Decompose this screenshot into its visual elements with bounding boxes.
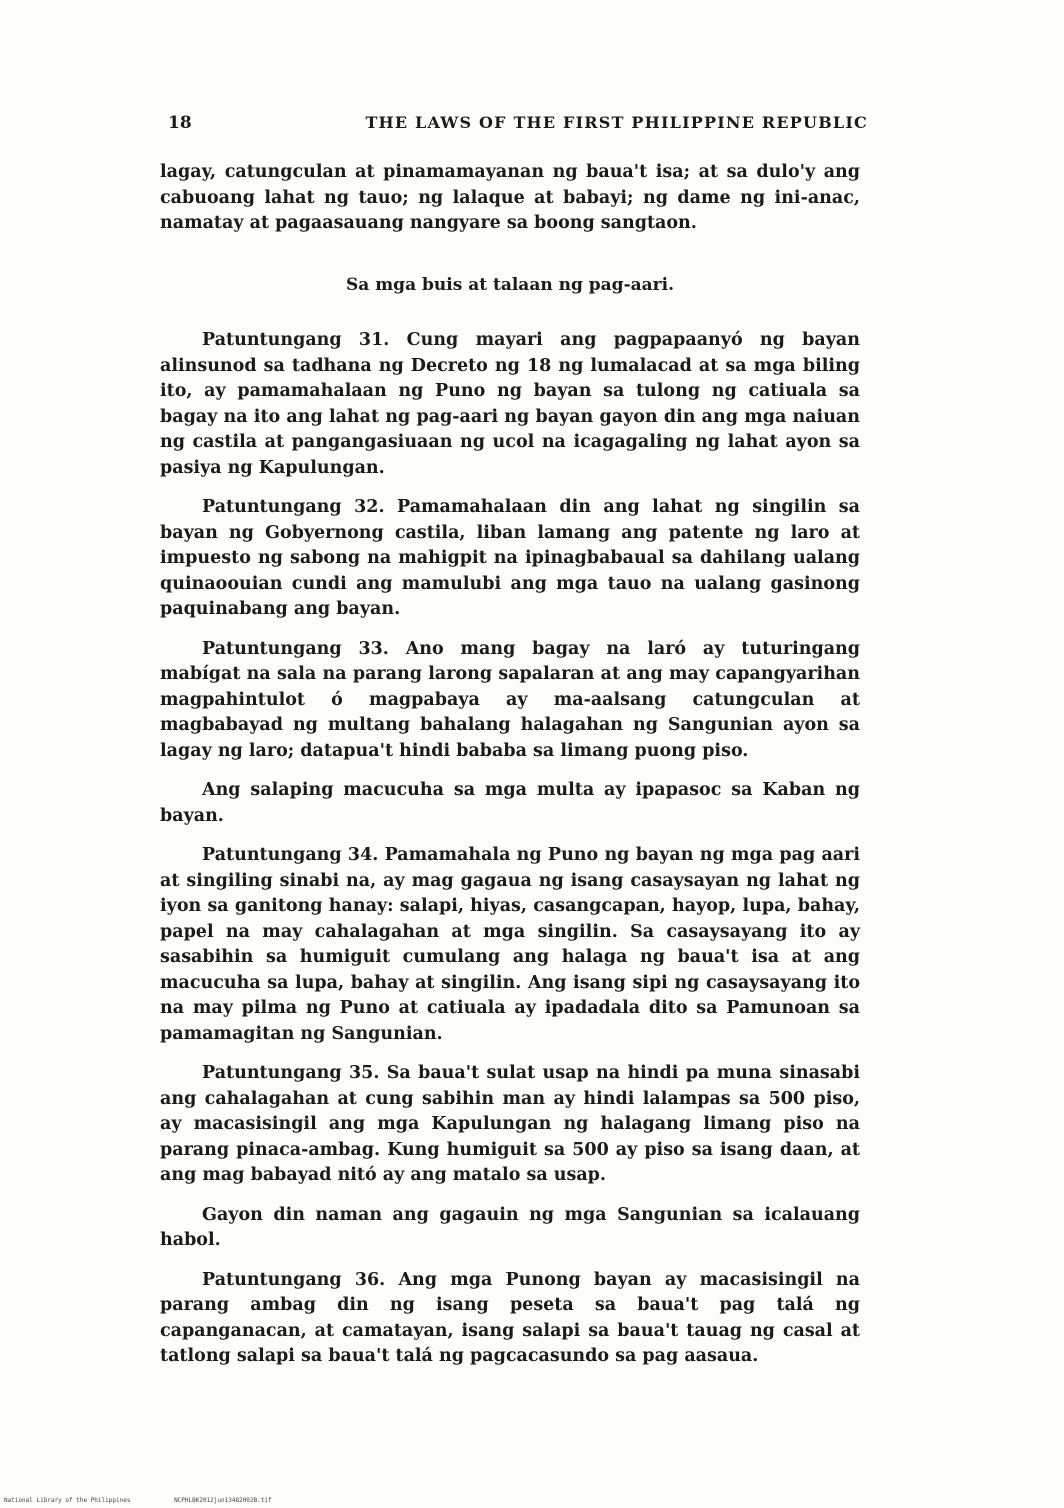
paragraph-article-32: Patuntungang 32. Pamamahalaan din ang lahat ng singilin sa bayan ng Gobyernong castila, liban lamang ang patente ng laro at impuesto ng sabong na mahigpit na ipinagbabaual sa dahilang ualang quinaoouian cundi ang mamulubi ang mga tauo na ualang gasinong paquinabang ang bayan. [160,497,860,619]
section-heading: Sa mga buis at talaan ng pag-aari. [345,274,674,295]
page-header [168,113,868,141]
paragraph-article-35-appeal: Gayon din naman ang gagauin ng mga Sangunian sa icalauang habol. [160,1204,860,1250]
paragraph-article-34: Patuntungang 34. Pamamahala ng Puno ng bayan ng mga pag aari at singiling sinabi na, ay mag gagaua ng isang casaysayan ng lahat ng iyon sa ganitong hanay: salapi, hiyas, casangcapan, hayop, lupa, bahay, papel na may cahalagahan at mga singilin. Sa casaysayang ito ay sasabihin sa humiguit cumulang ang halaga ng baua't isa at ang macucuha sa lupa, bahay at singilin. Ang isang sipi ng casaysayang ito na may pilma ng Puno at catiuala ay ipadadala dito sa Pamunoan sa pamamagitan ng Sangunian. [160,845,860,1044]
footer-library: National Library of the Philippines [4,1497,131,1504]
paragraph-article-33: Patuntungang 33. Ano mang bagay na laró ay tuturingang mabígat na sala na parang larong sapalaran at ang may capangyarihan magpahintulot ó magpabaya ay ma-aalsang catungculan at magbabayad ng multang bahalang halagahan ng Sangunian ayon sa lagay ng laro; datapua't hindi bababa sa limang puong piso. [160,638,860,761]
scan-footer [4,1497,312,1504]
page-number: 18 [168,113,192,133]
footer-file-id: NCPHLBK2012jun13482002B.tif [174,1497,272,1504]
paragraph-article-35: Patuntungang 35. Sa baua't sulat usap na hindi pa muna sinasabi ang cahalagahan at cung sabihin man ay hindi lalampas sa 500 piso, ay macasisingil ang mga Kapulungan ng halagang limang piso na parang pinaca-ambag. Kung humiguit sa 500 ay piso sa isang daan, at ang mag babayad nitó ay ang matalo sa usap. [160,1063,860,1185]
body-text [160,160,860,1384]
paragraph-article-36: Patuntungang 36. Ang mga Punong bayan ay macasisingil na parang ambag din ng isang peseta sa baua't pag talá ng capanganacan, at camatayan, isang salapi sa baua't tauag ng casal at tatlong salapi sa baua't talá ng pagcacasundo sa pag aasaua. [160,1269,860,1366]
paragraph-article-31: Patuntungang 31. Cung mayari ang pagpapaanyó ng bayan alinsunod sa tadhana ng Decreto ng 18 ng lumalacad at sa mga biling ito, ay pamamahalaan ng Puno ng bayan sa tulong ng catiuala sa bagay na ito ang lahat ng pag-aari ng bayan gayon din ang mga naiuan ng castila at pangangasiuaan ng ucol na icagagaling ng lahat ayon sa pasiya ng Kapulungan. [160,330,860,478]
running-title: THE LAWS OF THE FIRST PHILIPPINE REPUBLIC [365,113,868,132]
paragraph-article-33-fines: Ang salaping macucuha sa mga multa ay ipapasoc sa Kaban ng bayan. [160,780,860,826]
paragraph-intro: lagay, catungculan at pinamamayanan ng baua't isa; at sa dulo'y ang cabuoang lahat ng tauo; ng lalaque at babayi; ng dame ng ini-anac, namatay at pagaasauang nangyare sa boong sangtaon. [160,162,860,233]
